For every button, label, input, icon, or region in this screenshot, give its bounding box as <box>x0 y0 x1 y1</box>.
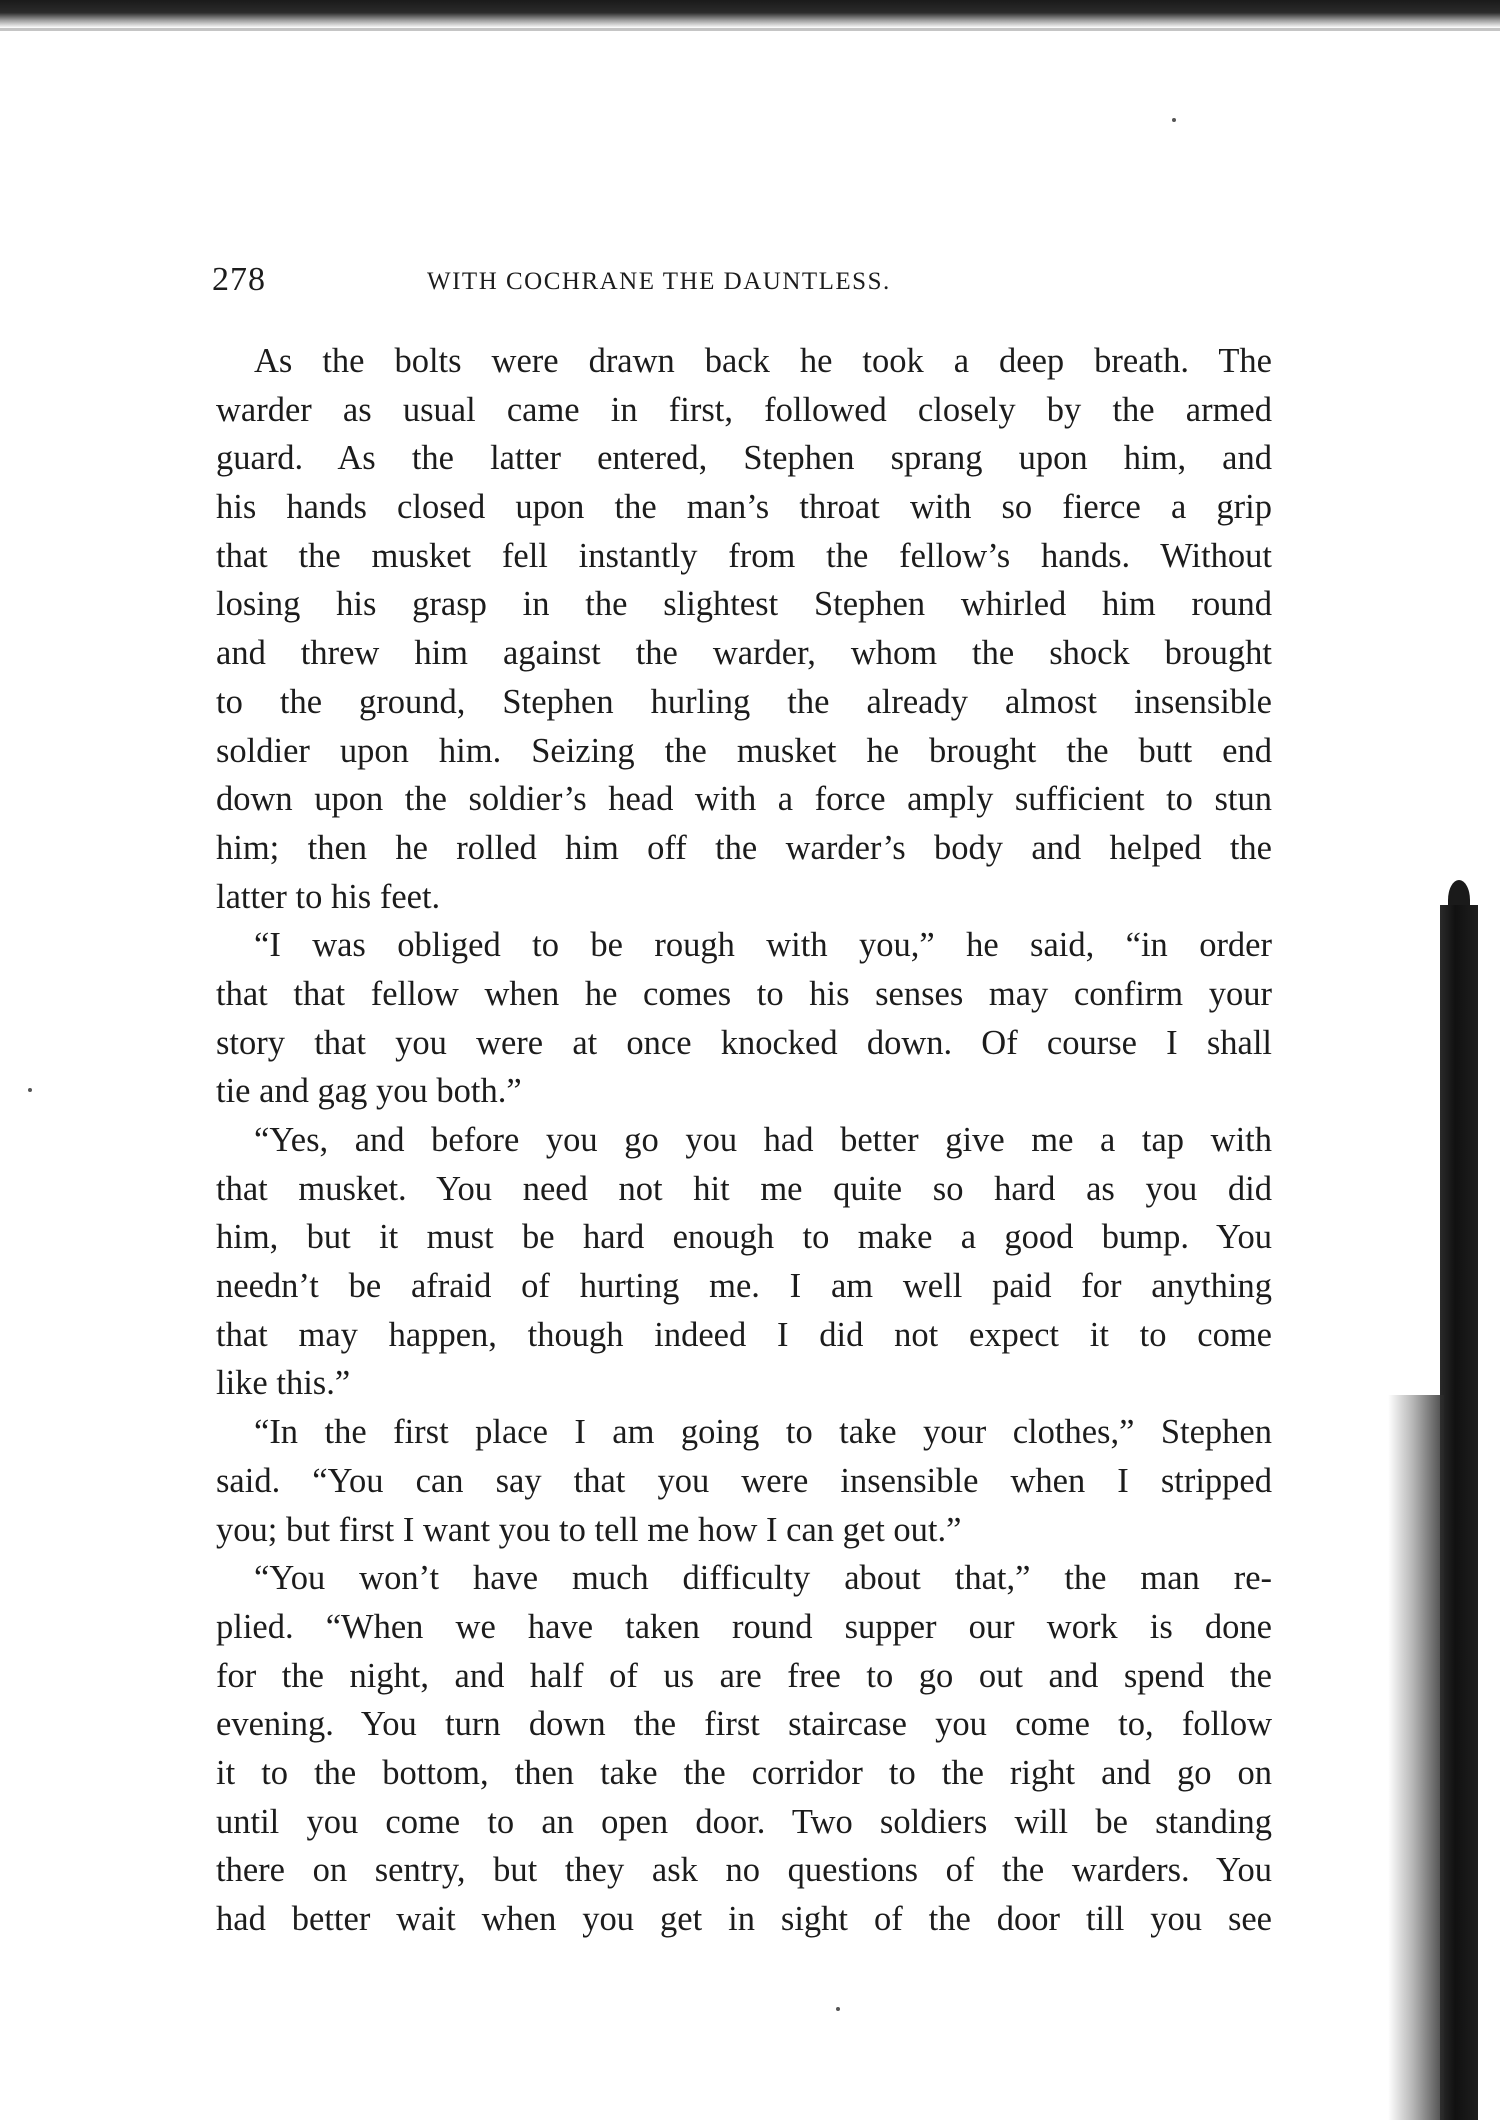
page-number: 278 <box>212 261 266 298</box>
text-line: you; but first I want you to tell me how I can get out.” <box>216 1510 962 1549</box>
text-line: down upon the soldier’s head with a force amply sufficient to stun <box>216 780 1272 819</box>
text-line: him; then he rolled him off the warder’s body and helped the <box>216 828 1272 867</box>
text-line: like this.” <box>216 1364 351 1403</box>
text-line: warder as usual came in first, followed closely by the armed <box>216 390 1272 429</box>
text-line: there on sentry, but they ask no questions of the warders. You <box>216 1851 1272 1890</box>
text-line: guard. As the latter entered, Stephen sprang upon him, and <box>216 439 1272 478</box>
text-line: and threw him against the warder, whom the shock brought <box>216 634 1272 673</box>
top-scan-shadow <box>0 28 1500 31</box>
scan-speck <box>28 1088 32 1092</box>
text-line: soldier upon him. Seizing the musket he brought the butt end <box>216 731 1272 770</box>
text-line: for the night, and half of us are free to go out and spend the <box>216 1656 1272 1695</box>
text-line: story that you were at once knocked down. Of course I shall <box>216 1023 1272 1062</box>
body-text <box>216 337 1272 1944</box>
text-line: “You won’t have much difficulty about that,” the man re- <box>254 1559 1272 1598</box>
text-line: “Yes, and before you go you had better give me a tap with <box>254 1121 1272 1159</box>
text-line: plied. “When we have taken round supper our work is done <box>216 1607 1272 1646</box>
running-title: WITH COCHRANE THE DAUNTLESS. <box>427 268 891 295</box>
running-head <box>212 258 1272 302</box>
text-line: “I was obliged to be rough with you,” he said, “in order <box>254 926 1272 965</box>
scan-speck <box>836 2007 840 2011</box>
adjacent-page-edge <box>1440 905 1478 2120</box>
text-line: him, but it must be hard enough to make a good bump. You <box>216 1218 1272 1257</box>
text-line: As the bolts were drawn back he took a deep breath. The <box>254 342 1272 380</box>
text-line: his hands closed upon the man’s throat with so fierce a grip <box>216 488 1272 527</box>
scan-speck <box>1172 118 1176 122</box>
text-line: that that fellow when he comes to his senses may confirm your <box>216 974 1272 1013</box>
text-line: that may happen, though indeed I did not expect it to come <box>216 1315 1272 1354</box>
text-line: to the ground, Stephen hurling the already almost insensible <box>216 682 1272 721</box>
text-line: it to the bottom, then take the corridor to the right and go on <box>216 1753 1272 1792</box>
text-line: tie and gag you both.” <box>216 1072 522 1111</box>
text-line: needn’t be afraid of hurting me. I am well paid for anything <box>216 1267 1272 1306</box>
text-line: evening. You turn down the first staircase you come to, follow <box>216 1705 1272 1744</box>
text-line: latter to his feet. <box>216 877 441 916</box>
text-line: had better wait when you get in sight of the door till you see <box>216 1900 1272 1938</box>
text-line: “In the first place I am going to take your clothes,” Stephen <box>254 1413 1272 1452</box>
text-line: that musket. You need not hit me quite so hard as you did <box>216 1169 1272 1208</box>
text-line: that the musket fell instantly from the fellow’s hands. Without <box>216 536 1272 575</box>
adjacent-page-edge-shadow <box>1388 1395 1444 2120</box>
text-line: said. “You can say that you were insensible when I stripped <box>216 1461 1272 1500</box>
text-line: until you come to an open door. Two soldiers will be standing <box>216 1802 1272 1841</box>
top-scan-border <box>0 0 1500 28</box>
text-line: losing his grasp in the slightest Stephen whirled him round <box>216 585 1272 624</box>
